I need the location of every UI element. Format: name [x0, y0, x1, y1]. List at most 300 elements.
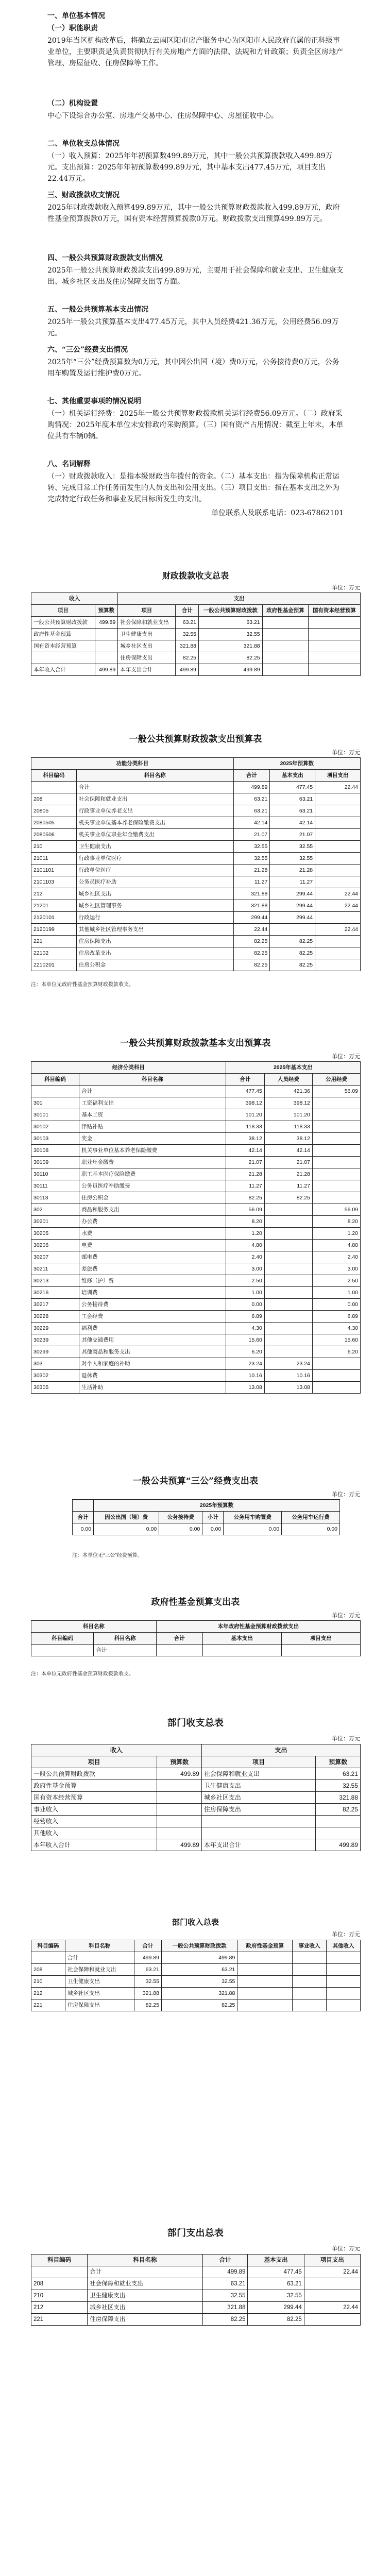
table7-cell: 合计 [65, 1952, 134, 1964]
table3-left-header: 经济分类科目 [31, 1062, 226, 1074]
table1-col-budget: 预算数 [95, 605, 118, 617]
table3-row [31, 1109, 361, 1121]
table6-cell [157, 1827, 202, 1839]
table8-cell: 32.55 [202, 2290, 248, 2302]
table4-cell: 0.00 [224, 1523, 282, 1535]
table3-cell: 13.08 [226, 1382, 264, 1394]
table3-cell: 0.00 [226, 1299, 264, 1311]
table2-cell: 行政单位医疗 [76, 865, 233, 876]
table3-row [31, 1121, 361, 1133]
table7-row [31, 1988, 361, 1999]
table3-cell: 工会经费 [79, 1311, 226, 1323]
table3-row [31, 1263, 361, 1275]
table3-col-personnel: 人员经费 [264, 1074, 312, 1086]
table5-cell [31, 1645, 94, 1656]
table1-cell: 住房保障支出 [118, 652, 176, 664]
table2-row [31, 936, 361, 947]
table7-cell: 210 [31, 1976, 65, 1988]
table3-row [31, 1133, 361, 1145]
table8-cell: 住房保障支出 [88, 2314, 202, 2326]
heading-unit-basic: 一、单位基本情况 [47, 12, 105, 20]
table5 [31, 1620, 361, 1656]
table3-cell: 3.00 [226, 1263, 264, 1275]
table6-cell: 城乡社区支出 [201, 1792, 316, 1804]
table1-row [31, 652, 361, 664]
table2-cell: 2080506 [31, 829, 77, 841]
table3-cell: 4.30 [312, 1323, 360, 1334]
table3-cell: 13.08 [264, 1382, 312, 1394]
table3-cell [312, 1370, 360, 1382]
table3-cell: 6.89 [312, 1311, 360, 1323]
table6-cell: 本年收入合计 [31, 1839, 157, 1851]
table3-cell: 4.30 [226, 1323, 264, 1334]
table3-cell [264, 1299, 312, 1311]
table5-col-project: 项目支出 [281, 1633, 360, 1645]
table7-cell: 321.88 [134, 1988, 161, 1999]
table2-cell [315, 793, 361, 805]
table3-cell [312, 1145, 360, 1157]
table2-cell: 82.25 [270, 959, 315, 971]
table6-cell [316, 1827, 361, 1839]
table2-title: 一般公共预算财政拨款支出预算表 [129, 734, 262, 744]
table3-cell: 30109 [31, 1157, 79, 1168]
table4-cell: 0.00 [202, 1523, 224, 1535]
table6-cell: 国有资本经营预算 [31, 1792, 157, 1804]
table3-cell [264, 1311, 312, 1323]
table2-cell: 机关事业单位职业年金缴费支出 [76, 829, 233, 841]
table8-cell: 299.44 [248, 2302, 304, 2314]
table2-cell: 行政运行 [76, 912, 233, 924]
table2-cell: 2120199 [31, 924, 77, 936]
table3-row [31, 1370, 361, 1382]
table3-cell [264, 1323, 312, 1334]
table3-cell: 30302 [31, 1370, 79, 1382]
table4-top-left [73, 1500, 94, 1512]
table8-cell: 城乡社区支出 [88, 2302, 202, 2314]
table3-cell [264, 1216, 312, 1228]
table3-cell: 421.36 [264, 1086, 312, 1097]
table1-cell [262, 652, 308, 664]
table2-row [31, 829, 361, 841]
table3-cell: 21.28 [226, 1168, 264, 1180]
table3-cell [312, 1180, 360, 1192]
table2-cell [315, 912, 361, 924]
table7-cell: 社会保障和就业支出 [65, 1964, 134, 1976]
table7-cell: 63.21 [161, 1964, 237, 1976]
table3-cell: 1.00 [312, 1287, 360, 1299]
other-matters-text: （一）机关运行经费：2025年一般公共预算财政拨款机关运行经费56.09万元。（二）政府采购情况：2025年度本单位未安排政府采购预算。（三）国有资产占用情况：截至上年末，本单位共有车辆0辆。 [47, 410, 344, 440]
table3-cell: 水费 [79, 1228, 226, 1240]
table7-row [31, 1999, 361, 2011]
table3-cell: 邮电费 [79, 1251, 226, 1263]
table3-cell: 公务员医疗补助缴费 [79, 1180, 226, 1192]
table6-cell: 卫生健康支出 [201, 1780, 316, 1792]
general-budget-expense-text: 2025年一般公共预算财政拨款支出499.89万元，主要用于社会保障和就业支出、卫生健康支出、城乡社区支出及住房保障支出等方面。 [47, 266, 344, 286]
table7-cell [327, 1976, 361, 1988]
table3-cell [264, 1275, 312, 1287]
table2-cell: 82.25 [270, 947, 315, 959]
table8-cell: 82.25 [202, 2314, 248, 2326]
table3-cell: 2.40 [312, 1251, 360, 1263]
table1-row [31, 664, 361, 676]
table1-income-header: 收入 [31, 593, 118, 605]
table1-cell [309, 640, 361, 652]
table6-row [31, 1816, 361, 1827]
table3-cell [312, 1133, 360, 1145]
table4-title: 一般公共预算“三公”经费支出表 [132, 1476, 259, 1486]
table2-col-basic: 基本支出 [270, 770, 315, 782]
table2-cell: 299.44 [233, 912, 270, 924]
table2-cell: 22.44 [315, 782, 361, 793]
table3-cell: 30216 [31, 1287, 79, 1299]
table2-cell: 63.21 [233, 793, 270, 805]
table3-cell: 1.00 [226, 1287, 264, 1299]
table8-cell: 477.45 [248, 2266, 304, 2278]
table1-cell: 本年收入合计 [31, 664, 95, 676]
table2-cell: 32.55 [233, 853, 270, 865]
table2-row [31, 805, 361, 817]
table7-cell: 82.25 [134, 1999, 161, 2011]
table3-row [31, 1240, 361, 1251]
table6-row [31, 1827, 361, 1839]
table1-cell [95, 640, 118, 652]
table1-cell: 321.88 [176, 640, 199, 652]
table3-row [31, 1358, 361, 1370]
table1-cell [262, 617, 308, 629]
table3-cell [264, 1228, 312, 1240]
table3-cell: 30239 [31, 1334, 79, 1346]
table4-top-right: 2025年预算数 [94, 1500, 340, 1512]
table5-cell [281, 1645, 360, 1656]
table6-cell: 321.88 [316, 1792, 361, 1804]
table7-cell [237, 1952, 293, 1964]
table3-cell [312, 1097, 360, 1109]
table7-cell [293, 1988, 327, 1999]
table8-title: 部门支出总表 [167, 2228, 224, 2239]
table1-col-item: 项目 [31, 605, 95, 617]
table3 [31, 1061, 361, 1394]
table7-cell: 221 [31, 1999, 65, 2011]
table7-col-other: 其他收入 [327, 1940, 361, 1952]
table3-cell: 合计 [79, 1086, 226, 1097]
table1-cell [309, 652, 361, 664]
table3-cell: 职业年金缴费 [79, 1157, 226, 1168]
table8-cell: 32.55 [248, 2290, 304, 2302]
table2-note: 注：本单位无政府性基金预算财政拨款收支。 [31, 982, 134, 988]
table1-cell: 63.21 [176, 617, 199, 629]
table8-cell: 208 [31, 2278, 88, 2290]
table1-cell: 499.89 [95, 664, 118, 676]
table5-cell [156, 1645, 202, 1656]
table2-cell: 22.44 [315, 900, 361, 912]
table1-cell: 城乡社区支出 [118, 640, 176, 652]
table4-unit: 单位：万元 [332, 1492, 360, 1498]
table2-cell [315, 853, 361, 865]
table3-cell [264, 1287, 312, 1299]
table2-unit: 单位：万元 [332, 750, 360, 756]
table1-cell: 499.89 [95, 617, 118, 629]
table2-cell: 20805 [31, 805, 77, 817]
table3-cell: 30108 [31, 1145, 79, 1157]
table3-row [31, 1097, 361, 1109]
table3-row [31, 1311, 361, 1323]
table3-cell: 2.50 [226, 1275, 264, 1287]
table3-cell: 118.33 [264, 1121, 312, 1133]
table2-cell: 2120101 [31, 912, 77, 924]
table2-cell: 行政事业单位医疗 [76, 853, 233, 865]
table3-cell: 101.20 [264, 1109, 312, 1121]
table7-row [31, 1976, 361, 1988]
table3-cell: 15.60 [312, 1334, 360, 1346]
table5-row [31, 1645, 361, 1656]
table3-cell: 11.27 [264, 1180, 312, 1192]
table2-cell: 21011 [31, 853, 77, 865]
heading-other-matters: 七、其他重要事项的情况说明 [47, 397, 141, 405]
table6-cell [157, 1780, 202, 1792]
overall-budget-text: （一）收入预算：2025年年初预算数499.89万元，其中一般公共预算拨款收入499.89万元。支出预算：2025年年初预算数499.89万元，其中基本支出477.45万元，项目支出22.44万元。 [47, 152, 333, 183]
table7-cell: 卫生健康支出 [65, 1976, 134, 1988]
table3-cell: 30111 [31, 1180, 79, 1192]
table3-cell: 56.09 [312, 1086, 360, 1097]
table2-row [31, 912, 361, 924]
table8-cell [304, 2314, 360, 2326]
table3-row [31, 1275, 361, 1287]
table2-cell: 行政事业单位养老支出 [76, 805, 233, 817]
table1-unit: 单位：万元 [332, 585, 360, 591]
table8-cell [31, 2266, 88, 2278]
table2-cell: 社会保障和就业支出 [76, 793, 233, 805]
table3-cell: 对个人和家庭的补助 [79, 1358, 226, 1370]
table3-row [31, 1299, 361, 1311]
table7-col-code: 科目编码 [31, 1940, 65, 1952]
table6-cell: 499.89 [316, 1839, 361, 1851]
table8-cell: 社会保障和就业支出 [88, 2278, 202, 2290]
table1-cell [262, 664, 308, 676]
table8-cell [304, 2290, 360, 2302]
table3-cell [312, 1109, 360, 1121]
table8-row [31, 2290, 361, 2302]
table7-cell: 321.88 [161, 1988, 237, 1999]
table2-cell: 321.88 [233, 888, 270, 900]
table2-cell: 其他城乡社区管理事务支出 [76, 924, 233, 936]
table3-cell: 23.24 [226, 1358, 264, 1370]
table2-cell [315, 865, 361, 876]
table3-cell [312, 1168, 360, 1180]
table3-cell: 职工基本医疗保险缴费 [79, 1168, 226, 1180]
table6-cell: 82.25 [316, 1804, 361, 1816]
table6-col-item: 项目 [31, 1756, 157, 1768]
table3-cell: 10.16 [264, 1370, 312, 1382]
table7-col-total: 合计 [134, 1940, 161, 1952]
table2-cell: 21.28 [233, 865, 270, 876]
table7-cell: 32.55 [161, 1976, 237, 1988]
table3-cell [312, 1192, 360, 1204]
table2-cell: 299.44 [270, 912, 315, 924]
table6-income-header: 收入 [31, 1744, 202, 1756]
table3-cell: 2.40 [226, 1251, 264, 1263]
table7-cell [237, 1976, 293, 1988]
table3-cell [312, 1382, 360, 1394]
table7-cell: 63.21 [134, 1964, 161, 1976]
table5-unit: 单位：万元 [332, 1613, 360, 1619]
table8-row [31, 2278, 361, 2290]
table2-cell: 299.44 [270, 900, 315, 912]
table3-cell: 奖金 [79, 1133, 226, 1145]
table6-cell: 499.89 [157, 1839, 202, 1851]
table3-row [31, 1323, 361, 1334]
table3-cell [264, 1204, 312, 1216]
table1-cell [31, 652, 95, 664]
table3-cell: 15.60 [226, 1334, 264, 1346]
table2-col-code: 科目编码 [31, 770, 77, 782]
table7-cell [327, 1988, 361, 1999]
table2-cell: 21.28 [270, 865, 315, 876]
table1-expense-header: 支出 [118, 593, 361, 605]
table1-cell: 社会保障和就业支出 [118, 617, 176, 629]
table1-cell [309, 617, 361, 629]
table4-col-vehicle-purchase: 公务用车购置费 [224, 1512, 282, 1523]
table2-col-total: 合计 [233, 770, 270, 782]
table2-cell: 63.21 [270, 793, 315, 805]
table1-col-general: 一般公共预算财政拨款 [199, 605, 263, 617]
three-public-expenses-text: 2025年“三公”经费预算数为0万元，其中因公出国（境）费0万元，公务接待费0万元，公务用车购置及运行维护费0万元。 [47, 358, 339, 378]
table2-cell [315, 959, 361, 971]
table3-row [31, 1251, 361, 1263]
table2-cell: 机关事业单位基本养老保险缴费支出 [76, 817, 233, 829]
table3-col-total: 合计 [226, 1074, 264, 1086]
table3-cell: 398.12 [264, 1097, 312, 1109]
table3-row [31, 1145, 361, 1157]
intro-section [0, 0, 391, 526]
table7-cell [327, 1999, 361, 2011]
table7-cell [293, 1964, 327, 1976]
table2-cell: 2101101 [31, 865, 77, 876]
intro-paragraph-2: 中心下设综合办公室、房地产交易中心、住房保障中心、房屋征收中心。 [47, 112, 278, 120]
table7-cell [293, 1952, 327, 1964]
table1-col-govfund: 政府性基金预算 [262, 605, 308, 617]
table8-cell [304, 2278, 360, 2290]
table2-cell: 63.21 [270, 805, 315, 817]
table3-cell: 基本工资 [79, 1109, 226, 1121]
table6-row [31, 1780, 361, 1792]
table7-cell: 208 [31, 1964, 65, 1976]
table6-cell: 32.55 [316, 1780, 361, 1792]
table3-col-name: 科目名称 [79, 1074, 226, 1086]
table3-cell: 维修（护）费 [79, 1275, 226, 1287]
table2-cell: 住房改革支出 [76, 947, 233, 959]
table7-col-govfund: 政府性基金预算 [237, 1940, 293, 1952]
table3-cell: 6.20 [312, 1346, 360, 1358]
table2-cell: 210 [31, 841, 77, 853]
table2-cell: 住房公积金 [76, 959, 233, 971]
table3-cell [264, 1251, 312, 1263]
table2-cell [31, 782, 77, 793]
table3-cell [264, 1263, 312, 1275]
table1-col-total: 合计 [176, 605, 199, 617]
table2-right-header: 2025年预算数 [233, 758, 360, 770]
table2-row [31, 900, 361, 912]
table5-col-code: 科目编码 [31, 1633, 94, 1645]
heading-fiscal-appropriations: 三、财政拨款收支情况 [47, 191, 120, 199]
table3-cell [312, 1121, 360, 1133]
table3-col-public: 公用经费 [312, 1074, 360, 1086]
table8-cell: 321.88 [202, 2302, 248, 2314]
table2-cell [315, 936, 361, 947]
table2-cell: 21.07 [270, 829, 315, 841]
table3-cell: 30305 [31, 1382, 79, 1394]
table6-unit: 单位：万元 [332, 1736, 360, 1742]
table3-row [31, 1086, 361, 1097]
table3-cell: 6.20 [226, 1346, 264, 1358]
table3-cell: 2.50 [312, 1275, 360, 1287]
table8-unit: 单位：万元 [332, 2246, 360, 2252]
table3-cell: 82.25 [226, 1192, 264, 1204]
table1-row [31, 629, 361, 640]
table3-cell [264, 1334, 312, 1346]
table2-cell: 21201 [31, 900, 77, 912]
table5-col-basic: 基本支出 [202, 1633, 281, 1645]
table3-cell: 30101 [31, 1109, 79, 1121]
table3-cell: 公务接待费 [79, 1299, 226, 1311]
table2-cell: 2080505 [31, 817, 77, 829]
table6-cell: 499.89 [157, 1768, 202, 1780]
table4-col-vehicle-operation: 公务用车运行费 [282, 1512, 340, 1523]
table1-cell: 政府性基金预算 [31, 629, 95, 640]
table3-cell: 商品和服务支出 [79, 1204, 226, 1216]
table2-cell: 城乡社区管理事务 [76, 900, 233, 912]
table6-title: 部门收支总表 [167, 1718, 224, 1728]
table3-cell: 1.20 [226, 1228, 264, 1240]
table3-cell: 8.20 [226, 1216, 264, 1228]
table3-cell: 56.09 [226, 1204, 264, 1216]
table6-col-item2: 项目 [201, 1756, 316, 1768]
heading-org-setup: （二）机构设置 [47, 99, 98, 108]
table2-cell: 2101103 [31, 876, 77, 888]
table4-col-reception: 公务接待费 [159, 1512, 202, 1523]
table3-cell: 4.80 [226, 1240, 264, 1251]
table2-cell [315, 947, 361, 959]
table3-cell: 30113 [31, 1192, 79, 1204]
table3-cell: 21.07 [264, 1157, 312, 1168]
intro-paragraph-1: 2019年当区机构改革后，将确立云南区阳市房产服务中心为区阳市人民政府直属的正科级事业单位，主要职责是负责贯彻执行有关房地产方面的法律、法规和方针政策；负责全区房地产管理、房屋征收、住房保障等工作。 [47, 37, 343, 67]
table6-cell: 本年支出合计 [201, 1839, 316, 1851]
table2-cell: 32.55 [233, 841, 270, 853]
heading-terms: 八、名词解释 [47, 460, 91, 468]
table2-cell: 22102 [31, 947, 77, 959]
table5-left-header: 科目名称 [31, 1621, 157, 1633]
table8-cell: 合计 [88, 2266, 202, 2278]
table3-row [31, 1382, 361, 1394]
table6-row [31, 1768, 361, 1780]
table2-cell: 21.07 [233, 829, 270, 841]
table6-cell [157, 1792, 202, 1804]
table6-row [31, 1839, 361, 1851]
table4-col-abroad: 因公出国（境）费 [94, 1512, 159, 1523]
table4-row [73, 1523, 340, 1535]
table3-cell [264, 1346, 312, 1358]
table3-cell: 21.07 [226, 1157, 264, 1168]
table7-row [31, 1952, 361, 1964]
table3-cell: 30207 [31, 1251, 79, 1263]
table4-cell: 0.00 [282, 1523, 340, 1535]
table2-row [31, 959, 361, 971]
basic-expense-text: 2025年一般公共预算基本支出477.45万元，其中人员经费421.36万元，公用经费56.09万元。 [47, 318, 339, 337]
table6-row [31, 1804, 361, 1816]
table2-row [31, 924, 361, 936]
table3-cell: 30299 [31, 1346, 79, 1358]
table6-col-budget2: 预算数 [316, 1756, 361, 1768]
table3-row [31, 1180, 361, 1192]
